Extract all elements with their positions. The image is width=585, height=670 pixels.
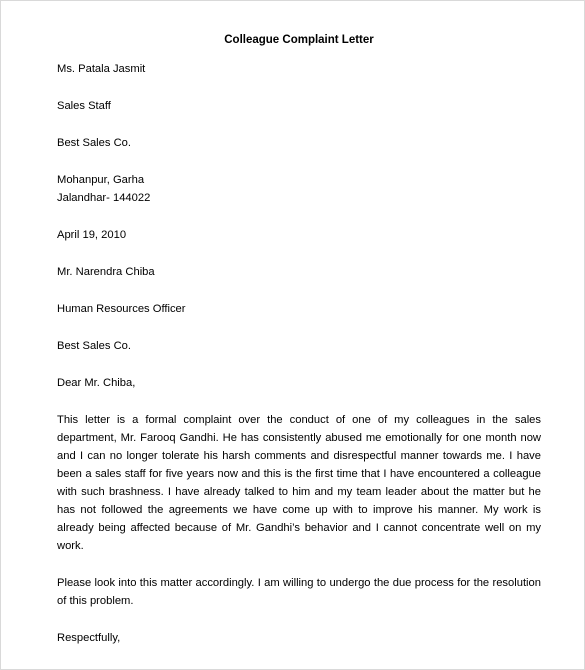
- sender-address-line2: Jalandhar- 144022: [57, 192, 151, 204]
- recipient-name: Mr. Narendra Chiba: [57, 266, 155, 278]
- sender-company: Best Sales Co.: [57, 137, 131, 149]
- letter-date: April 19, 2010: [57, 229, 127, 241]
- salutation: Dear Mr. Chiba,: [57, 377, 136, 389]
- letter-body: [57, 31, 541, 647]
- sender-address-line1: Mohanpur, Garha: [57, 174, 145, 186]
- sender-name: Ms. Patala Jasmit: [57, 63, 146, 75]
- closing: Respectfully,: [57, 632, 121, 644]
- recipient-company: Best Sales Co.: [57, 340, 131, 352]
- body-paragraph: Please look into this matter accordingly. I am willing to undergo the due process for the resolution of this problem.: [57, 577, 541, 607]
- document-title: Colleague Complaint Letter: [224, 34, 374, 46]
- body-paragraph: This letter is a formal complaint over the conduct of one of my colleagues in the sales department, Mr. Farooq Gandhi. He has consistently abused me emotionally for one month now and I can no longer tolerate his harsh comments and disrespectful manner towards me. I have been a sales staff for five years now and this is the first time that I have encountered a colleague with such brashness. I have already talked to him and my team leader about the matter but he has not followed the agreements we have come up with to improve his manner. My work is already being affected because of Mr. Gandhi’s behavior and I cannot concentrate well on my work.: [57, 414, 541, 552]
- recipient-position: Human Resources Officer: [57, 303, 186, 315]
- sender-position: Sales Staff: [57, 100, 111, 112]
